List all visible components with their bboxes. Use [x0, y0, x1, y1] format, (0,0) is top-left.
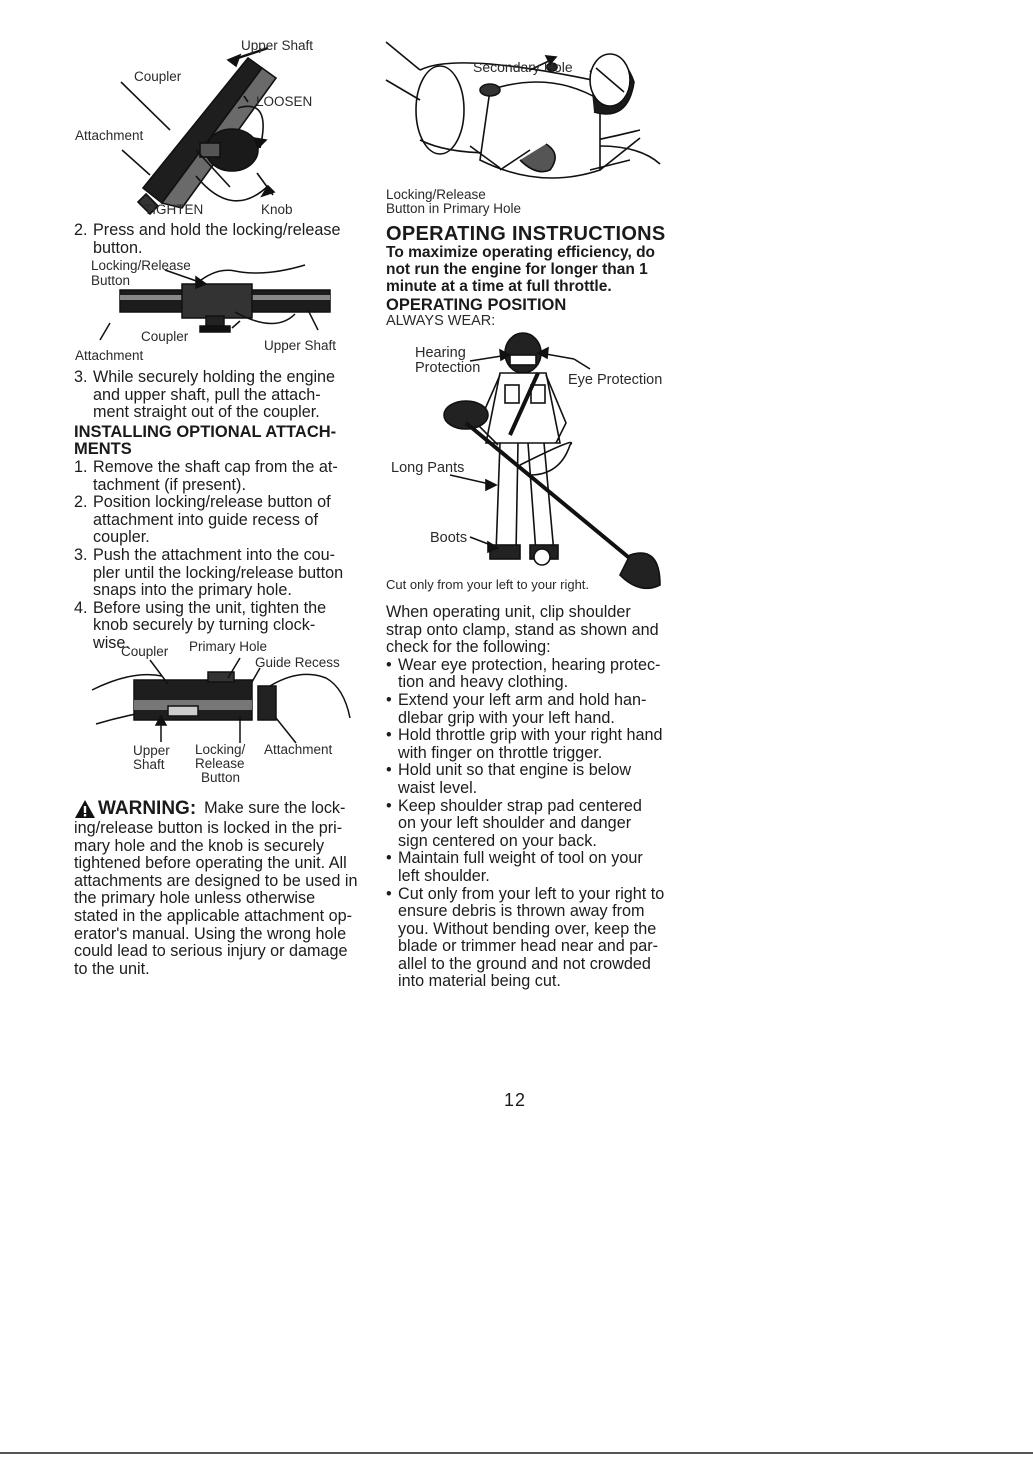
label-locking-release: Locking/Release — [91, 258, 191, 273]
list-item — [386, 727, 686, 762]
label-hearing: Hearing — [415, 345, 466, 361]
label-guide-recess: Guide Recess — [255, 655, 340, 670]
warning-line: mary hole and the knob is securely — [74, 836, 325, 855]
label-shaft: Shaft — [133, 757, 165, 772]
bullet-line: with finger on throttle trigger. — [398, 743, 603, 762]
label-boots: Boots — [430, 530, 468, 546]
label-coupler: Coupler — [141, 329, 189, 344]
list-item — [386, 886, 686, 992]
list-item — [386, 762, 686, 797]
note-line: not run the engine for longer than 1 — [386, 261, 648, 278]
bullet-line: sign centered on your back. — [398, 831, 597, 850]
bullet-line: left shoulder. — [398, 866, 490, 885]
label-button: Button — [91, 273, 131, 288]
warning-line: attachments are designed to be used in — [74, 871, 358, 890]
step-number: 3. — [74, 545, 88, 564]
warning-line: ing/release button is locked in the pri- — [74, 819, 343, 837]
step-text: While securely holding the engine and upper shaft, pull the attach-ment straight out of the coupler. — [93, 368, 336, 422]
bullet-line: • Extend your left arm and hold han- — [398, 690, 647, 709]
bullet-line: • Cut only from your left to your right to — [398, 884, 665, 903]
label-coupler: Coupler — [121, 644, 169, 659]
warning-line: erator's manual. Using the wrong hole — [74, 924, 347, 943]
bullet-line: blade or trimmer head near and par- — [398, 937, 659, 956]
warning-label: WARNING: — [98, 798, 197, 819]
label-primary-hole: Primary Hole — [189, 639, 268, 654]
heading-operating-position: OPERATING POSITION — [386, 296, 567, 314]
intro-line: check for the following: — [386, 638, 551, 657]
list-item — [386, 692, 686, 727]
label-attachment: Attachment — [264, 742, 333, 757]
heading-operating-instructions: OPERATING INSTRUCTIONS — [386, 223, 666, 245]
label-knob: Knob — [261, 202, 293, 217]
label-coupler: Coupler — [134, 69, 182, 84]
operating-efficiency-note — [386, 244, 655, 295]
label-upper-shaft: Upper Shaft — [241, 38, 314, 53]
step-text: Remove the shaft cap from the at-tachment (if present). — [93, 458, 338, 494]
operator-drawing — [0, 325, 1033, 595]
heading-line: INSTALLING OPTIONAL ATTACH- — [74, 423, 337, 441]
label-long-pants: Long Pants — [391, 460, 465, 476]
heading-line: MENTS — [74, 440, 132, 458]
label-loosen: LOOSEN — [256, 94, 313, 109]
list-item — [386, 850, 686, 885]
bullet-line: allel to the ground and not crowded — [398, 954, 651, 973]
warning-line: tightened before operating the unit. All — [74, 854, 347, 873]
label-button: Button — [201, 770, 241, 785]
bullet-line: you. Without bending over, keep the — [398, 919, 657, 938]
warning-text — [74, 820, 364, 978]
step-number: 2. — [74, 221, 88, 239]
bullet-line: • Maintain full weight of tool on your — [398, 849, 643, 868]
step-text: Press and hold the locking/release button. — [93, 221, 341, 257]
page-number: 12 — [504, 1090, 527, 1110]
label-attachment: Attachment — [75, 128, 144, 143]
warning-line: could lead to serious injury or damage — [74, 942, 348, 961]
figure-caption: Cut only from your left to your right. — [386, 577, 590, 592]
bullet-line: • Hold throttle grip with your right hand — [398, 726, 663, 745]
intro-line: strap onto clamp, stand as shown and — [386, 620, 659, 639]
step-number: 4. — [74, 598, 88, 617]
label-attachment: Attachment — [75, 348, 144, 363]
bullet-line: into material being cut. — [398, 972, 561, 991]
warning-line: stated in the applicable attachment op- — [74, 906, 353, 925]
bullet-line: waist level. — [398, 778, 478, 797]
bullet-line: on your left shoulder and danger — [398, 814, 632, 833]
warning-triangle-icon — [74, 799, 96, 819]
always-wear-label: ALWAYS WEAR: — [386, 313, 496, 329]
intro-line: When operating unit, clip shoulder — [386, 603, 631, 621]
bullet-line: • Wear eye protection, hearing protec- — [398, 655, 661, 674]
list-item — [386, 798, 686, 851]
step-number: 3. — [74, 368, 88, 386]
label-secondary-hole: Secondary Hole — [473, 59, 573, 75]
label-locking: Locking/ — [195, 742, 246, 757]
when-operating-section — [386, 604, 686, 991]
list-item — [386, 657, 686, 692]
bullet-line: • Keep shoulder strap pad centered — [398, 796, 642, 815]
warning-lead: Make sure the lock- — [204, 799, 346, 818]
label-eye-protection: Eye Protection — [568, 372, 663, 388]
label-upper-shaft: Upper Shaft — [264, 338, 337, 353]
bullet-line: • Hold unit so that engine is below — [398, 761, 632, 780]
label-protection: Protection — [415, 360, 481, 376]
step-text: Push the attachment into the cou-pler until the locking/release button snaps into the primary hole. — [93, 545, 344, 600]
warning-line: the primary hole unless otherwise — [74, 889, 316, 908]
bullet-line: tion and heavy clothing. — [398, 673, 569, 692]
label-tighten: TIGHTEN — [144, 202, 204, 217]
note-line: minute at a time at full throttle. — [386, 278, 612, 295]
operating-checklist — [386, 657, 686, 991]
label-upper: Upper — [133, 743, 170, 758]
bullet-line: dlebar grip with your left hand. — [398, 708, 615, 727]
warning-line: to the unit. — [74, 959, 150, 978]
step-number: 1. — [74, 458, 88, 476]
label-button-primary-hole: Button in Primary Hole — [386, 201, 522, 216]
scan-edge-rule — [0, 1452, 1033, 1454]
bullet-line: ensure debris is thrown away from — [398, 902, 645, 921]
step-text: Position locking/release button of attachment into guide recess of coupler. — [93, 493, 331, 547]
warning-block — [74, 798, 364, 978]
step-number: 2. — [74, 493, 88, 512]
note-line: To maximize operating efficiency, do — [386, 244, 656, 261]
step-text: Before using the unit, tighten the knob securely by turning clock-wise. — [93, 598, 327, 652]
label-locking-release: Locking/Release — [386, 187, 486, 202]
label-release: Release — [195, 756, 245, 771]
warning-header — [74, 798, 364, 820]
